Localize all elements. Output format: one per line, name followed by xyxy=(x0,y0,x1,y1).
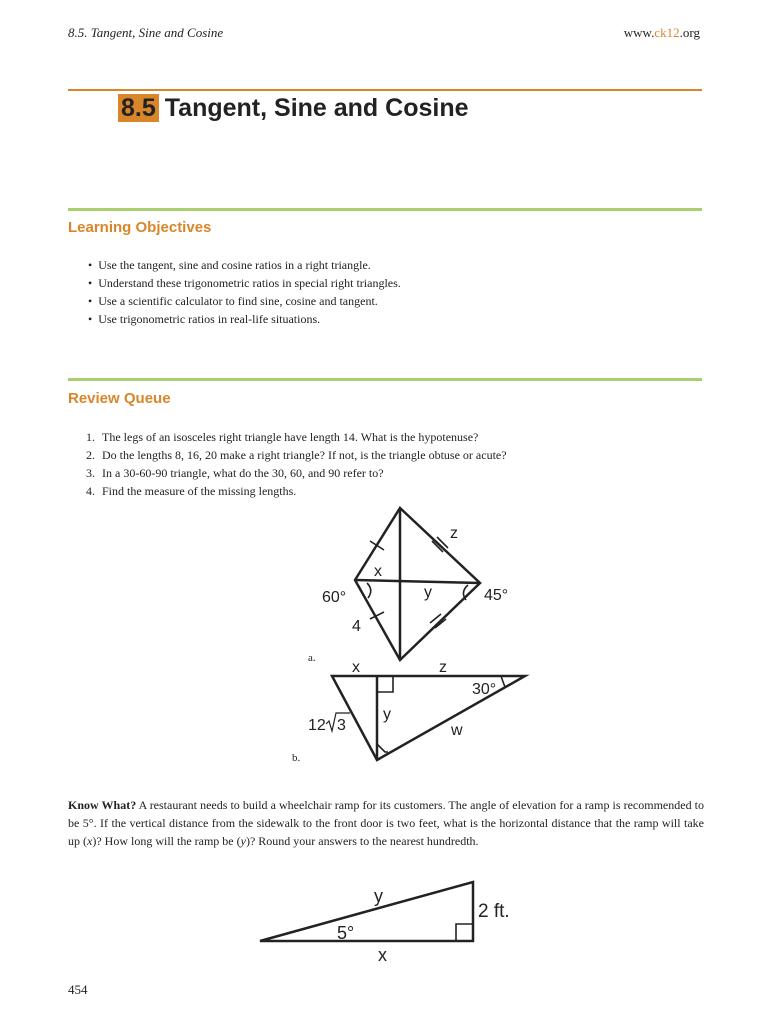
variable-y: y xyxy=(240,834,246,848)
label-y: y xyxy=(374,886,383,906)
list-item: • Use a scientific calculator to find sine, cosine and tangent. xyxy=(88,292,401,310)
item-number: 4. xyxy=(86,484,95,498)
angle-60-label: 60° xyxy=(322,589,347,606)
label-height: 2 ft. xyxy=(478,901,510,922)
angle-30-label: 30° xyxy=(472,681,497,698)
label-x: x xyxy=(378,945,387,965)
label-z: z xyxy=(450,525,458,542)
site-suffix: .org xyxy=(679,25,700,40)
label-w: w xyxy=(451,722,463,739)
label-4: 4 xyxy=(352,618,361,635)
label-y: y xyxy=(383,706,391,723)
item-number: 2. xyxy=(86,448,95,462)
item-number: 3. xyxy=(86,466,95,480)
angle-45-label: 45° xyxy=(484,587,509,604)
ramp-triangle xyxy=(260,882,473,941)
item-text: The legs of an isosceles right triangle have length 14. What is the hypotenuse? xyxy=(102,430,479,444)
know-what-lead: Know What? xyxy=(68,798,137,812)
label-x: x xyxy=(374,563,382,580)
label-z: z xyxy=(439,659,447,676)
list-item: • Use trigonometric ratios in real-life situations. xyxy=(88,310,401,328)
angle-5-label: 5° xyxy=(337,923,355,943)
list-item: • Use the tangent, sine and cosine ratios in a right triangle. xyxy=(88,256,401,274)
item-text: In a 30-60-90 triangle, what do the 30, 60, and 90 refer to? xyxy=(102,466,384,480)
variable-x: x xyxy=(87,834,93,848)
chapter-title-text: Tangent, Sine and Cosine xyxy=(164,94,469,122)
know-what-text-2: )? How long will the ramp be ( xyxy=(92,834,241,848)
figure-b-label: b. xyxy=(292,752,301,764)
page-number: 454 xyxy=(68,982,88,997)
side-radicand: 3 xyxy=(337,717,346,734)
section-reference: 8.5. Tangent, Sine and Cosine xyxy=(68,25,224,40)
site-brand: ck12 xyxy=(654,25,680,40)
know-what-text-3: )? Round your answers to the nearest hundredth. xyxy=(245,834,479,848)
learning-objectives-heading: Learning Objectives xyxy=(68,219,212,236)
list-item: • Understand these trigonometric ratios in special right triangles. xyxy=(88,274,401,292)
right-angle-mark xyxy=(456,924,473,941)
figure-a-label: a. xyxy=(308,652,316,664)
chapter-number: 8.5 xyxy=(118,94,159,122)
item-text: Do the lengths 8, 16, 20 make a right triangle? If not, is the triangle obtuse or acute? xyxy=(102,448,507,462)
item-number: 1. xyxy=(86,430,95,444)
label-x: x xyxy=(352,659,360,676)
item-text: Find the measure of the missing lengths. xyxy=(102,484,297,498)
side-coefficient: 12 xyxy=(308,717,326,734)
label-y: y xyxy=(424,584,432,601)
review-queue-heading: Review Queue xyxy=(68,390,171,407)
know-what-text-1: A restaurant needs to build a wheelchair ramp for its customers. The angle of elevation for a ramp is recommended to be 5°. If the vertical distance from the sidewalk to the front door is two feet, what is the horizontal distance that the ramp will take up ( xyxy=(68,798,704,848)
site-prefix: www. xyxy=(623,25,655,40)
